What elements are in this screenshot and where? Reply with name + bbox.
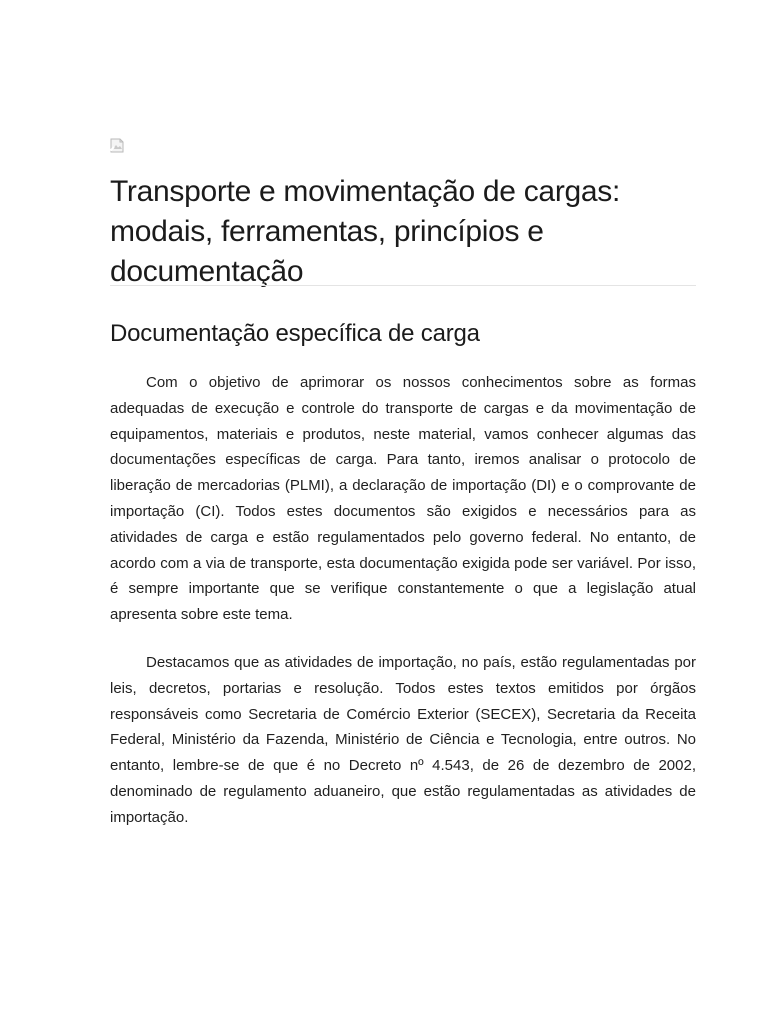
broken-image-icon [110, 138, 126, 154]
body-paragraph: Destacamos que as atividades de importação, no país, estão regulamentadas por leis, decretos, portarias e resolução. Todos estes textos emitidos por órgãos responsáveis como Secretaria de Comércio Exterior (SECEX), Secretaria da Receita Federal, Ministério da Fazenda, Ministério de Ciência e Tecnologia, entre outros. No entanto, lembre-se de que é no Decreto nº 4.543, de 26 de dezembro de 2002, denominado de regulamento aduaneiro, que estão regulamentadas as atividades de importação. [110, 654, 696, 826]
document-title: Transporte e movimentação de cargas: modais, ferramentas, princípios e documentação [110, 175, 621, 288]
body-paragraph: Com o objetivo de aprimorar os nossos conhecimentos sobre as formas adequadas de execução e controle do transporte de cargas e da movimentação de equipamentos, materiais e produtos, neste material, vamos conhecer algumas das documentações específicas de carga. Para tanto, iremos analisar o protocolo de liberação de mercadorias (PLMI), a declaração de importação (DI) e o comprovante de importação (CI). Todos estes documentos são exigidos e necessários para as atividades de carga e estão regulamentados pelo governo federal. No entanto, de acordo com a via de transporte, esta documentação exigida pode ser variável. Por isso, é sempre importante que se verifique constantemente o que a legislação atual apresenta sobre este tema. [110, 374, 696, 624]
section-heading: Documentação específica de carga [110, 320, 480, 347]
title-divider [110, 285, 696, 286]
